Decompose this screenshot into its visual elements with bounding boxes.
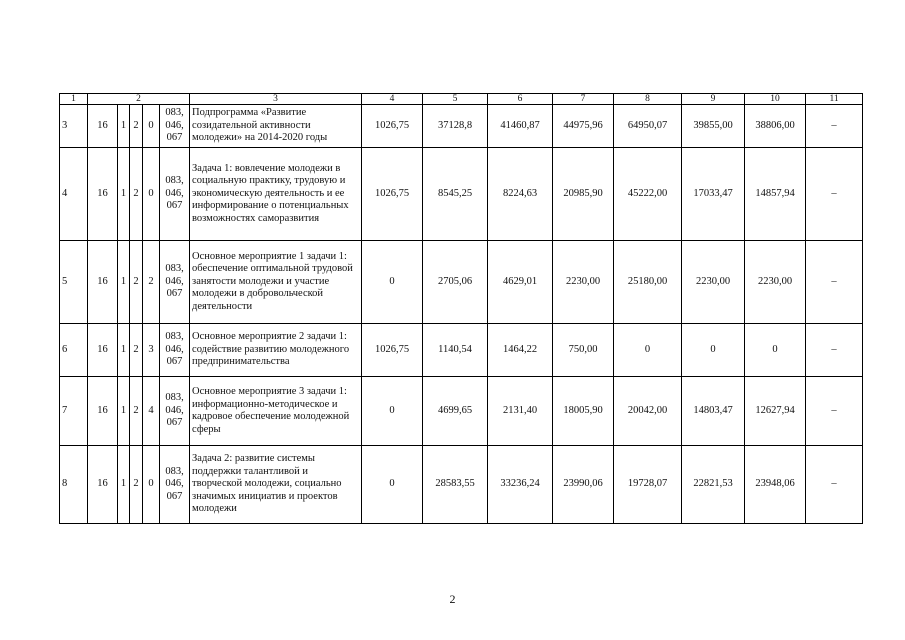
cell-c1: 16 (88, 446, 118, 524)
cell-c4: 0 (143, 105, 160, 148)
cell-desc: Задача 2: развитие системы поддержки талантливой и творческой молодежи, социально значимых инициатив и проектов молодежи (190, 446, 362, 524)
cell-desc: Основное мероприятие 1 задачи 1: обеспечение оптимальной трудовой занятости молодежи и участие молодежи в добровольческой деятельности (190, 241, 362, 324)
cell-v10: 14857,94 (745, 148, 806, 241)
cell-v11: – (806, 446, 863, 524)
cell-v10: 0 (745, 324, 806, 377)
cell-c2: 1 (118, 446, 130, 524)
cell-v4: 1026,75 (362, 324, 423, 377)
cell-v6: 4629,01 (488, 241, 553, 324)
cell-c2: 1 (118, 241, 130, 324)
cell-v5: 37128,8 (423, 105, 488, 148)
cell-v7: 18005,90 (553, 377, 614, 446)
cell-prog: 083, 046, 067 (160, 324, 190, 377)
cell-desc: Основное мероприятие 3 задачи 1: информационно-методическое и кадровое обеспечение молодежной сферы (190, 377, 362, 446)
table-row (60, 105, 863, 148)
cell-v5: 1140,54 (423, 324, 488, 377)
cell-v9: 22821,53 (682, 446, 745, 524)
cell-c1: 16 (88, 148, 118, 241)
cell-v7: 23990,06 (553, 446, 614, 524)
cell-c4: 2 (143, 241, 160, 324)
cell-prog: 083, 046, 067 (160, 241, 190, 324)
cell-v5: 8545,25 (423, 148, 488, 241)
cell-v8: 45222,00 (614, 148, 682, 241)
cell-c1: 16 (88, 105, 118, 148)
cell-v9: 14803,47 (682, 377, 745, 446)
cell-v7: 44975,96 (553, 105, 614, 148)
cell-c4: 0 (143, 148, 160, 241)
cell-v11: – (806, 241, 863, 324)
cell-n: 8 (60, 446, 88, 524)
header-cell: 6 (488, 94, 553, 105)
cell-v6: 41460,87 (488, 105, 553, 148)
header-cell: 7 (553, 94, 614, 105)
cell-c4: 4 (143, 377, 160, 446)
cell-c1: 16 (88, 241, 118, 324)
header-cell: 3 (190, 94, 362, 105)
cell-v8: 25180,00 (614, 241, 682, 324)
header-cell: 2 (88, 94, 190, 105)
cell-v10: 38806,00 (745, 105, 806, 148)
cell-c1: 16 (88, 324, 118, 377)
cell-c4: 3 (143, 324, 160, 377)
cell-c2: 1 (118, 148, 130, 241)
budget-table (59, 93, 863, 524)
cell-c3: 2 (130, 105, 143, 148)
cell-prog: 083, 046, 067 (160, 446, 190, 524)
cell-c1: 16 (88, 377, 118, 446)
cell-v5: 2705,06 (423, 241, 488, 324)
cell-prog: 083, 046, 067 (160, 148, 190, 241)
cell-v4: 1026,75 (362, 148, 423, 241)
cell-v4: 0 (362, 377, 423, 446)
cell-v6: 1464,22 (488, 324, 553, 377)
cell-v7: 750,00 (553, 324, 614, 377)
cell-v8: 19728,07 (614, 446, 682, 524)
cell-desc: Подпрограмма «Развитие созидательной активности молодежи» на 2014-2020 годы (190, 105, 362, 148)
cell-desc: Задача 1: вовлечение молодежи в социальную практику, трудовую и экономическую деятельность и ее информирование о потенциальных возможностях саморазвития (190, 148, 362, 241)
cell-c3: 2 (130, 148, 143, 241)
cell-n: 5 (60, 241, 88, 324)
cell-v11: – (806, 377, 863, 446)
cell-v6: 2131,40 (488, 377, 553, 446)
cell-v6: 8224,63 (488, 148, 553, 241)
cell-v6: 33236,24 (488, 446, 553, 524)
cell-c3: 2 (130, 241, 143, 324)
cell-n: 6 (60, 324, 88, 377)
cell-c2: 1 (118, 324, 130, 377)
header-cell: 9 (682, 94, 745, 105)
cell-v7: 2230,00 (553, 241, 614, 324)
header-cell: 4 (362, 94, 423, 105)
cell-v4: 0 (362, 446, 423, 524)
table-row (60, 324, 863, 377)
table-row (60, 148, 863, 241)
cell-v4: 1026,75 (362, 105, 423, 148)
cell-v11: – (806, 105, 863, 148)
cell-c3: 2 (130, 324, 143, 377)
cell-v10: 23948,06 (745, 446, 806, 524)
cell-prog: 083, 046, 067 (160, 377, 190, 446)
cell-n: 7 (60, 377, 88, 446)
table-row (60, 377, 863, 446)
table-body (60, 94, 863, 524)
cell-v10: 12627,94 (745, 377, 806, 446)
cell-v11: – (806, 148, 863, 241)
header-cell: 1 (60, 94, 88, 105)
cell-v8: 64950,07 (614, 105, 682, 148)
page-number: 2 (449, 592, 456, 606)
header-cell: 11 (806, 94, 863, 105)
header-row (60, 94, 863, 105)
header-cell: 5 (423, 94, 488, 105)
cell-v5: 4699,65 (423, 377, 488, 446)
cell-v9: 0 (682, 324, 745, 377)
cell-c2: 1 (118, 377, 130, 446)
cell-v11: – (806, 324, 863, 377)
cell-c3: 2 (130, 377, 143, 446)
cell-v5: 28583,55 (423, 446, 488, 524)
table-row (60, 446, 863, 524)
cell-v7: 20985,90 (553, 148, 614, 241)
cell-v8: 0 (614, 324, 682, 377)
cell-c3: 2 (130, 446, 143, 524)
cell-c4: 0 (143, 446, 160, 524)
cell-v9: 39855,00 (682, 105, 745, 148)
cell-n: 3 (60, 105, 88, 148)
header-cell: 10 (745, 94, 806, 105)
header-cell: 8 (614, 94, 682, 105)
cell-v10: 2230,00 (745, 241, 806, 324)
cell-v9: 2230,00 (682, 241, 745, 324)
cell-v4: 0 (362, 241, 423, 324)
cell-v8: 20042,00 (614, 377, 682, 446)
cell-n: 4 (60, 148, 88, 241)
cell-desc: Основное мероприятие 2 задачи 1: содействие развитию молодежного предпринимательства (190, 324, 362, 377)
table-row (60, 241, 863, 324)
cell-prog: 083, 046, 067 (160, 105, 190, 148)
cell-v9: 17033,47 (682, 148, 745, 241)
cell-c2: 1 (118, 105, 130, 148)
